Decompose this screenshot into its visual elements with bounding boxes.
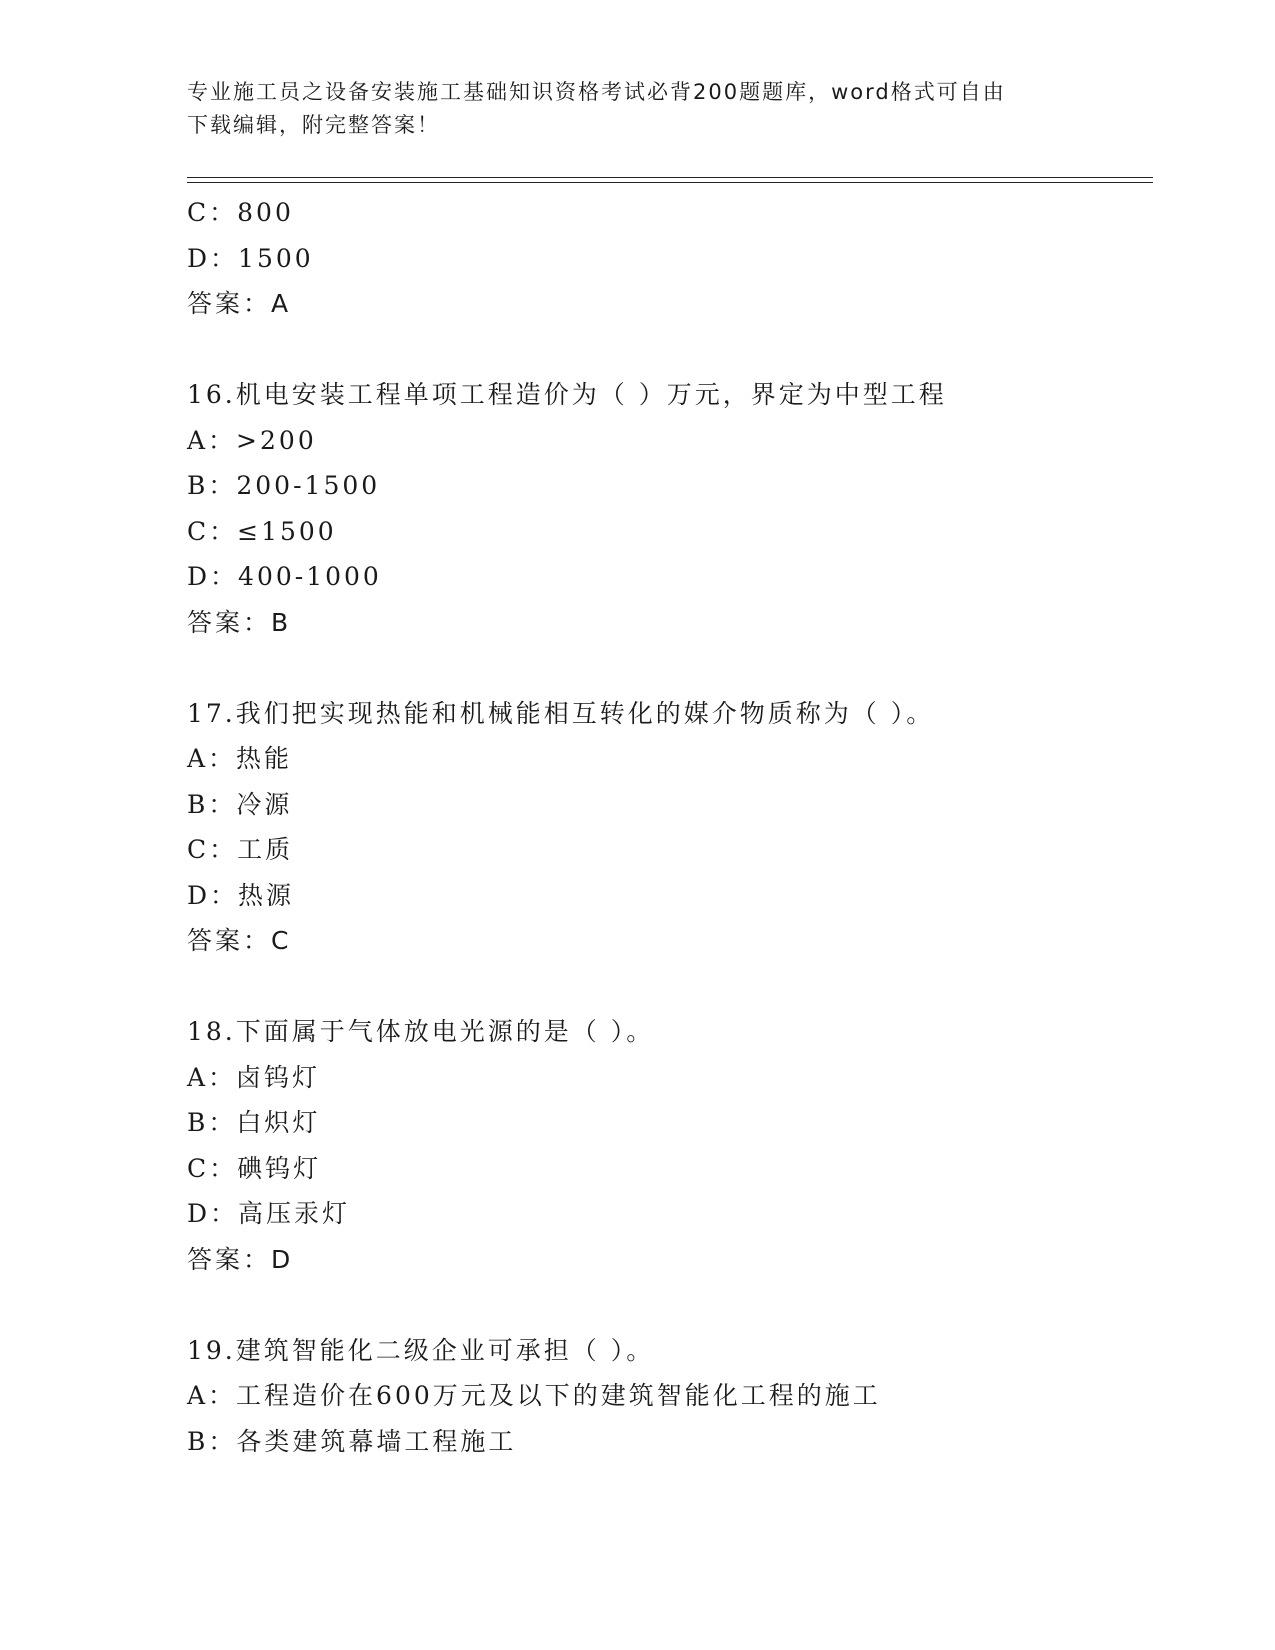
option-b: B：各类建筑幕墙工程施工 — [187, 1426, 517, 1456]
answer-line: 答案：B — [187, 607, 292, 637]
option-c: C：800 — [187, 198, 294, 227]
option-b: B：白炽灯 — [187, 1108, 321, 1137]
option-a: A：>200 — [187, 425, 317, 455]
option-d: D：1500 — [187, 243, 314, 273]
answer-line: 答案：A — [187, 289, 292, 318]
question-stem: 17.我们把实现热能和机械能相互转化的媒介物质称为（ ）。 — [187, 698, 935, 728]
header-line-1: 专业施工员之设备安装施工基础知识资格考试必背200题题库，word格式可自由 — [187, 80, 1006, 104]
option-d: D：热源 — [187, 880, 295, 910]
spacer — [187, 964, 1147, 1010]
header-divider-bottom — [187, 182, 1153, 183]
question-stem: 18.下面属于气体放电光源的是（ ）。 — [187, 1017, 655, 1046]
header-divider-top — [187, 177, 1153, 178]
option-c: C：工质 — [187, 835, 294, 864]
answer-line: 答案：C — [187, 926, 292, 955]
spacer — [187, 645, 1147, 691]
header-line-2: 下载编辑，附完整答案！ — [187, 113, 440, 137]
option-b: B：200-1500 — [187, 471, 381, 500]
option-a: A：工程造价在600万元及以下的建筑智能化工程的施工 — [187, 1381, 881, 1410]
question-stem: 19.建筑智能化二级企业可承担（ ）。 — [187, 1335, 655, 1365]
option-b: B：冷源 — [187, 789, 293, 819]
option-d: D：高压汞灯 — [187, 1199, 351, 1228]
question-stem: 16.机电安装工程单项工程造价为（ ）万元，界定为中型工程 — [187, 380, 947, 409]
document-header — [187, 76, 1067, 142]
answer-line: 答案：D — [187, 1244, 294, 1274]
option-c: C：碘钨灯 — [187, 1153, 322, 1183]
question-list — [187, 190, 1147, 1464]
spacer — [187, 327, 1147, 373]
option-d: D：400-1000 — [187, 562, 382, 591]
option-a: A：卤钨灯 — [187, 1062, 321, 1092]
spacer — [187, 1282, 1147, 1328]
option-a: A：热能 — [187, 744, 293, 773]
option-c: C：≤1500 — [187, 516, 337, 546]
